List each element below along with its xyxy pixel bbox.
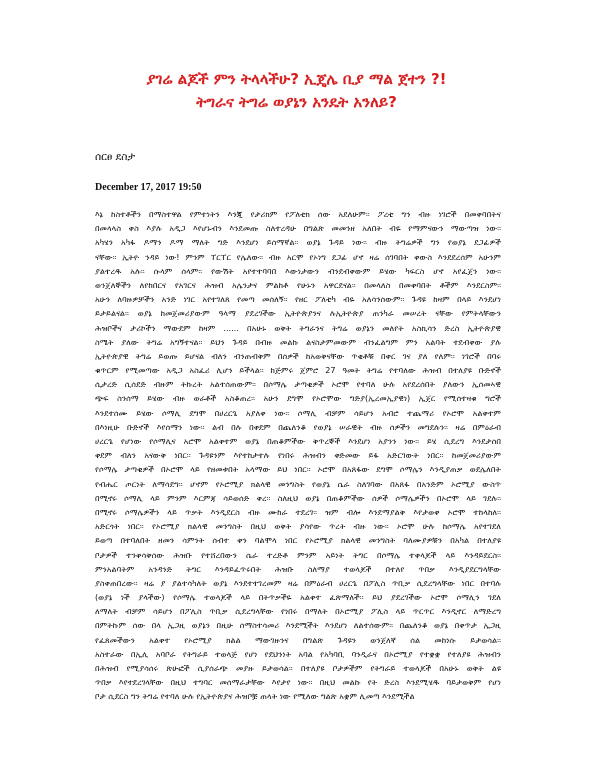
paragraph-line: አድርጎት ነበር፡፡ የኦሮሚያ ክልላዊ መንግስት በዚህ ወቅት ያሳየው ጥረት ብዙ ነው፡፡ ኦሮሞ ሁሉ ከሶማሌ አየተገደለ [95,521,501,532]
paragraph-line: ጥበቃ እየተደረገላቸው በዚህ ተግባር መሰማራታቸው እየታየ ነው፡፡ በዚህ መልኩ የት ድረስ እንደሚሄዱ ባይታወቅም የሆነ [95,677,501,688]
paragraph-line: በመላላስ ቀስ እያሉ አዲጋ እየሆኑብን እንደመጡ ስለተረዳሁ በግልጽ መመንዘ አለበት ብዬ የማምናውን ማውጣዝ ነው፡፡ [95,223,501,234]
title-line-1: ያገሬ ልጆች ምን ትላላችሁ? ኢጄሌ ቢያ ማል ጀተን ?! [146,70,447,88]
paragraph-line: ቦታ ሲደርስ ግን ትግሬ የተባለ ሁሉ የኢትዮጵያና ሕዝቦቿ ጠላት ነው የሚለው ግልጽ አቋም ሊመጣ እንደሚችል [95,691,415,702]
paragraph-line: ለማለት ብቻም ሳይሆን በፖሊስ ጥቢቃ ሲደረግላቸው የነበሩ በማለት በኦሮሚያ ፖሊስ ላይ ጥርጥር እንዲኖር ለማድረግ [95,606,501,617]
paragraph-line: ኢትዮጵያዊ ትግሬ ይወጡ ይሆናል ብለን ብንጠብቅም በሰዎች ከአወቅናቸው ጥቂቶቹ በቀር ገና ያለ የለም፡፡ ነገሮች በባሩ [95,350,501,361]
paragraph-line: ጭፍ ስንሰማ ይሄው ብዙ ወራቶች አስቆጠረ፡፡ አሁን ደግሞ የኦሮሞው ግድያ(ኢረመኢያዊነ) ኢጀር የሚሰተዛቁ ግሮች [95,393,501,404]
paragraph-line: ሕዝቦችና ታሪኮችን ማውደም ከዛም ...... በአሁኑ ወቅት ትግራንና ትግሬ ወያኔን መለየት አስኪሳን ድረስ ኢትዮጵያዊ [95,322,501,333]
paragraph-line: ይወጣ በተባለበት ዘመን ሳምንት ሰብተ ቀን ባልሞላ ነበር የኦሮሚያ ክልላዊ መንግስት ባለሙያዎቹን በአካል በተለያዩ [95,535,501,546]
paragraph-line: በምትኩም ሰው በላ ኢጋዚ ወያኔን በዚሁ ሰማስተሳመሪ እንደሚችት እንደሆነ ለልተሰውም፡፡ በጨለንቆ ወያኔ በቀጥታ ኢጋዚ [95,620,501,631]
paragraph-line: በሚኖሩ ሶማሌዎችን ላይ ጥቃት እንዲደርስ ብዙ ሙከራ ተደረገ፡፡ ዝም ብሎ እንደማያልቅ እየታወቀ ኦሮሞ ተከላከለ፡፡ [95,506,501,517]
paragraph-line: ስሜት ያለው ትግሬ አግኝተናል፡፡ ይህን ጉዳይ በብዙ መልኩ ልናስታምመውም ብንፈልግም ምን አልባት ተደብቀው ያሉ [95,336,501,347]
paragraph-line: አስተራው በኢሊ አባቦራ የትግራይ ተወላጅ የሆነ የደህንነት አባል የአካባቢ ባንዲራና በኦሮሚያ የተቋቋ የተለያዩ ሕዝብን [95,648,501,659]
paragraph-line: ቀደም ብለን አናውቅ ነበር፡፡ ጉዳዩንም እየተከታተሉ የነበሩ ሕዝብን ቀድመው ይፋ አድርገውት ነበር፡፡ ከመጀመሪያውም [95,450,501,461]
paragraph-line: የፈጸመችውን አልቀተ የኦሮሚያ ክልል ማውገዙንና በግልጽ ጉዳዩን ወንጀለኛ ሰል መከነሱ ይታወሳል፡፡ [95,634,501,645]
paragraph-line: እንደተሰሙ ይሄው ሶማሊ ደግሞ በሀረርጌ አያለቀ ነው፡፡ ሶማሊ ብቻም ሳይሆን አብሮ ተጨማሪ የኦሮሞ አልቀተም [95,407,501,418]
paragraph-line: ናቸው፡፡ ኢትዮ ንዳይ ነው! ምንም ፐርፐር የሌለው፡፡ ብዙ አርሞ የኦነግ ደጋፊ ሆኖ ዛሬ ሰገባበት ቀውስ እንደደረሰም አሁንም [95,251,501,262]
paragraph-line: ሀረርጌ የሆነው የሶማሊና አሮሞ አልቀተም ወያኔ በጠቆምችው ቅጥረኞች እንደሆነ አያንን ነው፡፡ ይሄ ሲደረግ እንደታሰበ [95,436,501,446]
paragraph-line: በሚኖሩ ሶማሊ ላይ ምንም እርምጃ ሳይወሰድ ቀረ፡፡ ስለዚህ ወያኔ በጠቆምችው ሰዎች ሶማሌዎችን በኦሮሞ ላይ ገደሉ፡፡ [95,492,501,503]
paragraph-line: ወንጀለኞችን ለየከበርና የአገርና ሕዝብ አሌንታና ምልከቶ የሁኑን አዋርደናል፡፡ በመላለስ በመቀባበት ቶችም እንደርስም፡፡ [95,279,501,290]
author-name: ሰርፀ ደስታ [95,151,136,163]
paragraph-line: ሲታረድ ሲሰደድ ብዙም ትኩረት አልተሰጠውም፡፡ በሶማሌ ታጣቂዎች ኦሮሞ የተባለ ሁሉ አየደረሰበት ያለውን ኢሰመኣዊ [95,379,501,390]
paragraph-line: የብሔር ጦርነት ለማሳደግ፡፡ ሆኖም የኦሮሚያ ክልላዊ መንግስት የወያኔ ሴራ ስለገባው በአጸፋ በአንድም ኦሮሚያ ውስጥ [95,478,501,489]
article-body [95,207,501,704]
paragraph-line: አሁን ለባዙዎቻችን አንድ ነገር አየተገለጸ የመጣ መሰለኝ፡፡ የዘር ፖለቲካ ብዬ አለሳንሰውም፡፡ ጉዳዩ ከዛም በላይ እንደሆነ [95,294,501,305]
paragraph-line: የሶማሌ ታጣቂዎች በኦሮሞ ላይ የዘመቱበት አላማው ይህ ነበር፡፡ ኦሮሞ በአጸፋው ደግሞ ሶማሌን እንዲያጠቃ ወደሌለበት [95,464,501,475]
paragraph-line: ያስቀጠበረው፡፡ ዛሬ ያ ያልተሳካለት ወያኔ እንደተተገረመም ዛሬ በምዕራብ ሀረርጌ በፖሊስ ጥቢቃ ሲደረግላቸው ነበር በተባሉ [95,577,501,588]
paragraph-line: ያልተረዱ አሉ፡፡ ሱላም ሰላም፡፡ የውሽት አየተተባባበ እውነታውን ብንደብቀውም ይሄው ካፍርስ ሆኖ አየፈጀን ነው፡፡ [95,265,501,276]
paragraph-line: (ወያኔ ነች ያላችው) የሶማሌ ተወላጆች ላይ በትጥቃችዬ አልቀተ ፈጽማለች፡፡ ይህ ያደረገችው ኦሮሞ ሶማሊን ገደለ [95,592,501,603]
paragraph-line: እኔ ከስተቶችን በማስተዋል የምተነትን እንጂ የታሪክም የፖለቲክ ሰው አደለሁም፡፡ ፖረቲ ግን ብዙ ነገሮች በመቀባበትና [95,209,501,219]
paragraph-line: ቦታዎች ተንቀሳቅሰው ሕዝቡ የተሸረበውን ሴራ ተረድቶ ምንም አይነት ትግር በሶማሌ ተቀላጆች ላይ እንዳይደርስ፡፡ [95,549,501,560]
paragraph-line: ቁጥርም የሚመጣው አዲጋ አስፈሪ ሊሆን ይችላል፡፡ ከጅምሩ ጀምሮ 27 ዓመት ትግሬ የተባለው ሕዝብ በተለያዩ ቡድኖች [95,365,501,376]
publish-date: December 17, 2017 19:50 [95,182,202,193]
paragraph-line: በሕዝብ የሚያሳሰሩ ጽሁፎች ሲያሰራጭ መያዙ ይታወሳል፡፡ በተለያዩ ቦታዎችም የትግራይ ተወላጆች በአሁኑ ወቅት ልዩ [95,663,501,673]
paragraph-line: በእነዚሁ ቡድኖች እየሰማን ነው፡፡ ልብ በሉ በቀደም በጨለንቆ የወያኔ ሠራዊት ብዙ ሰዎችን መግደሉን፡፡ ዛሬ በምዕራብ [95,421,501,432]
paragraph-line: ይታይልናል፡፡ ወያኔ ከመጀመሪያውም ዓላማ ያደረገችው ኢትዮጵያንና ሉኢትዮጵያ ጠንካራ መሠረት ናቸው የምትላቸውን [95,308,501,319]
paragraph-line: ምንአልባትም አንዳንድ ትግር እንዳይፈጥሩበት ሕዝቡ ስለማያ ተወላጆች በተለየ ጥበቃ እንዲያደርግላቸው [95,563,501,574]
paragraph-line: አካሄን አካፋ ዶማን ዶማ ማለት ግድ እንደሆነ ይሰማኛል፡፡ ወያኔ ጉዳይ ነው፡፡ ብዙ ትግሬዎች ግን የወያኔ ደጋፊዎች [95,237,501,248]
title-line-2: ትግራና ትግሬ ወያኔን አንዴት አንለይ? [196,93,397,111]
